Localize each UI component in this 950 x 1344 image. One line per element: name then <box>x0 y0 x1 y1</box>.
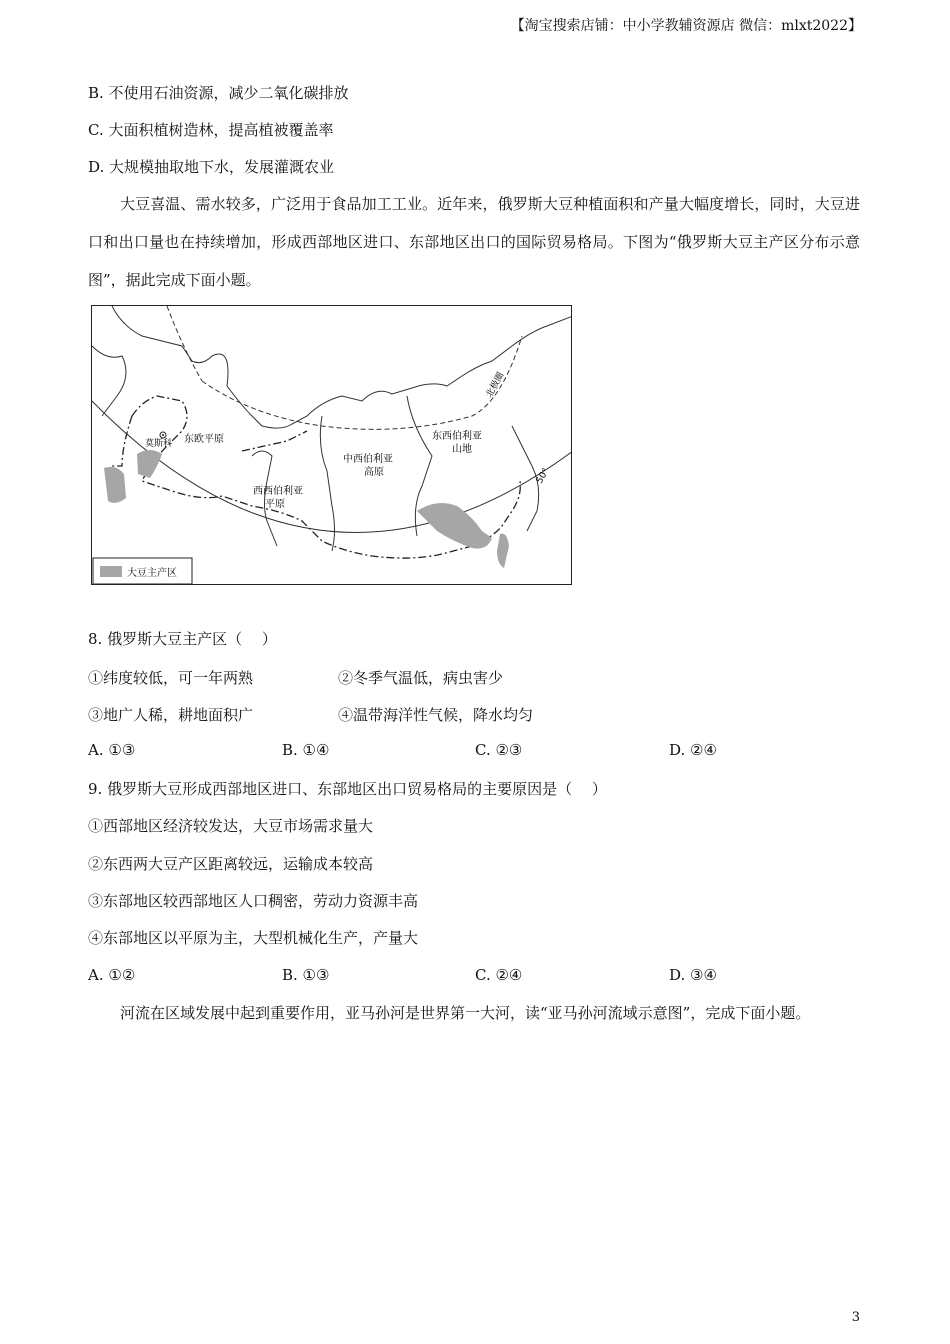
outro-paragraph: 河流在区域发展中起到重要作用，亚马孙河是世界第一大河，读“亚马孙河流域示意图”，完成下面小题。 <box>120 1004 811 1022</box>
option-b-prev: B. 不使用石油资源，减少二氧化碳排放 <box>88 84 349 102</box>
legend-label: 大豆主产区 <box>127 568 177 579</box>
label-east-siberian-mountains-1: 东西伯利亚 <box>432 431 482 442</box>
q9-item-1: ①西部地区经济较发达，大豆市场需求量大 <box>88 817 374 835</box>
option-d-prev: D. 大规模抽取地下水，发展灌溉农业 <box>88 158 335 176</box>
q8-item-2: ②冬季气温低，病虫害少 <box>338 669 504 687</box>
label-east-siberian-mountains-2: 山地 <box>452 444 472 455</box>
q9-item-4: ④东部地区以平原为主，大型机械化生产，产量大 <box>88 929 419 947</box>
q8-choice-c: C. ②③ <box>475 741 523 759</box>
label-east-european-plain: 东欧平原 <box>184 434 224 445</box>
label-arctic-circle: 北极圈 <box>484 370 507 400</box>
q9-stem: 9. 俄罗斯大豆形成西部地区进口、东部地区出口贸易格局的主要原因是（ ） <box>88 780 607 798</box>
q9-choice-d: D. ③④ <box>669 966 717 984</box>
label-lat-50: 50° <box>534 466 552 486</box>
page-number: 3 <box>851 1310 860 1325</box>
label-west-siberian-plain-2: 平原 <box>265 499 285 510</box>
russia-soybean-map <box>91 305 572 585</box>
page-header: 【淘宝搜索店铺：中小学教辅资源店 微信：mlxt2022】 <box>510 18 862 34</box>
label-central-siberian-plateau-2: 高原 <box>364 467 384 478</box>
q9-item-3: ③东部地区较西部地区人口稠密，劳动力资源丰高 <box>88 892 419 910</box>
legend-swatch <box>100 566 122 577</box>
q8-stem: 8. 俄罗斯大豆主产区（ ） <box>88 630 277 648</box>
q8-item-3: ③地广人稀，耕地面积广 <box>88 706 254 724</box>
q9-item-2: ②东西两大豆产区距离较远，运输成本较高 <box>88 855 374 873</box>
q9-choice-b: B. ①③ <box>282 966 330 984</box>
label-moscow: 莫斯科 <box>145 439 173 449</box>
label-central-siberian-plateau-1: 中西伯利亚 <box>343 454 393 465</box>
q8-choice-a: A. ①③ <box>88 741 136 759</box>
q8-item-4: ④温带海洋性气候，降水均匀 <box>338 706 534 724</box>
q8-choice-d: D. ②④ <box>669 741 717 759</box>
intro-paragraph: 大豆喜温、需水较多，广泛用于食品加工工业。近年来，俄罗斯大豆种植面积和产量大幅度增长，同时，大豆进口和出口量也在持续增加，形成西部地区进口、东部地区出口的国际贸易格局。下图为“俄罗斯大豆主产区分布示意图”，据此完成下面小题。 <box>88 195 860 289</box>
label-west-siberian-plain-1: 西西伯利亚 <box>253 486 303 497</box>
q8-item-1: ①纬度较低，可一年两熟 <box>88 669 254 687</box>
q8-choice-b: B. ①④ <box>282 741 330 759</box>
q9-choice-a: A. ①② <box>88 966 136 984</box>
q9-choice-c: C. ②④ <box>475 966 523 984</box>
option-c-prev: C. 大面积植树造林，提高植被覆盖率 <box>88 121 334 139</box>
